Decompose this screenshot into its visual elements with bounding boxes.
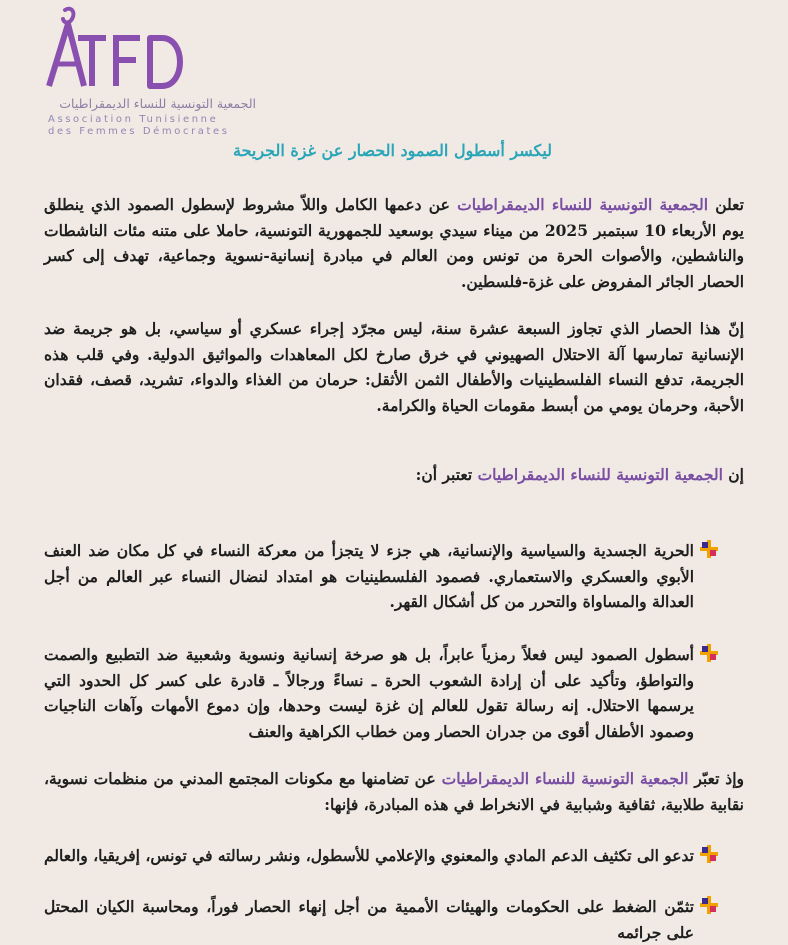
- bullet-text: الحرية الجسدية والسياسية والإنسانية، هي جزء لا يتجزأ من معركة النساء في كل مكان ضد العنف الأبوي والعسكري والاستعماري. فصمود الفلسطينيات هو امتداد لنضال النساء عبر العالم من أجل العدالة والمساواة والتحرر من كل أشكال القهر.: [44, 541, 694, 611]
- paragraph-announcement: [44, 192, 744, 294]
- atfd-logo: [44, 4, 264, 138]
- list-item: [44, 843, 720, 869]
- star-bullet-icon: [698, 642, 720, 664]
- logo-french-line-2: des Femmes Démocrates: [48, 125, 230, 137]
- paragraph-solidarity: [44, 766, 744, 817]
- document-title: ليكسر أسطول الصمود الحصار عن غزة الجريحة: [232, 141, 553, 160]
- paragraph-3-suffix: تعتبر أن:: [415, 465, 478, 484]
- logo-french-line-1: Association Tunisienne: [48, 114, 219, 125]
- paragraph-4-prefix: وإذ تعبّر: [688, 769, 744, 788]
- list-item: [44, 894, 720, 945]
- bullet-text: أسطول الصمود ليس فعلاً رمزياً عابراً، بل هو صرخة إنسانية ونسوية وشعبية ضد التطبيع والصمت والتواطؤ، وتأكيد على أن إرادة الشعوب الحرة ـ نساءً ورجالاً ـ قادرة على كسر كل الحدود التي يرسمها الاحتلال. إنه رسالة تقول للعالم إن غزة ليست وحدها، وإن دموع الأمهات وآهات الناجيات وصمود الأطفال أقوى من جدران الحصار ومن خطاب الكراهية والعنف: [44, 645, 694, 741]
- list-item: [44, 538, 720, 615]
- list-item: [44, 642, 720, 744]
- paragraph-siege: إنّ هذا الحصار الذي تجاوز السبعة عشرة سنة، ليس مجرّد إجراء عسكري أو سياسي، بل هو جريمة ضد الإنسانية تمارسها آلة الاحتلال الصهيوني في خرق صارخ لكل المعاهدات والمواثيق الدولية. وفي قلب هذه الجريمة، تدفع النساء الفلسطينيات والأطفال الثمن الأثقل: حرمان من الغذاء والدواء، تشريد، قصف، فقدان الأحبة، وحرمان يومي من أبسط مقومات الحياة والكرامة.: [44, 319, 744, 415]
- star-bullet-icon: [698, 843, 720, 865]
- atfd-logo-mark-icon: [44, 4, 194, 99]
- logo-arabic-name: الجمعية التونسية للنساء الديمقراطيات: [59, 96, 256, 111]
- bullet-text: تدعو الى تكثيف الدعم المادي والمعنوي والإعلامي للأسطول، ونشر رسالته في تونس، إفريقيا، والعالم: [43, 846, 694, 865]
- org-name-highlight: الجمعية التونسية للنساء الديمقراطيات: [441, 769, 689, 788]
- paragraph-1-prefix: تعلن: [708, 195, 744, 214]
- paragraph-4-suffix: عن تضامنها مع مكونات المجتمع المدني من منظمات نسوية، نقابية طلابية، ثقافية وشبابية في الانخراط في هذه المبادرة، فإنها:: [44, 769, 744, 814]
- logo-french-name: [48, 114, 263, 137]
- org-name-highlight: الجمعية التونسية للنساء الديمقراطيات: [457, 195, 708, 214]
- paragraph-3-prefix: إن: [722, 465, 744, 484]
- paragraph-1-body: عن دعمها الكامل واللاّ مشروط لإسطول الصمود الذي ينطلق يوم الأربعاء 10 سبتمبر 2025 من ميناء سيدي بوسعيد للجمهورية التونسية، حاملا على متنه مئات الناشطات والناشطين، والأصوات الحرة من تونس ومن العالم في مبادرة إنسانية-نسوية وجماعية، تهدف إلى كسر الحصار الجائر المفروض على غزة-فلسطين.: [44, 195, 744, 291]
- paragraph-considers: [44, 462, 744, 488]
- star-bullet-icon: [698, 894, 720, 916]
- org-name-highlight: الجمعية التونسية للنساء الديمقراطيات: [477, 465, 723, 484]
- bullet-text: تثمّن الضغط على الحكومات والهيئات الأممية من أجل إنهاء الحصار فوراً، ومحاسبة الكيان المحتل على جرائمه: [44, 897, 694, 942]
- star-bullet-icon: [698, 538, 720, 560]
